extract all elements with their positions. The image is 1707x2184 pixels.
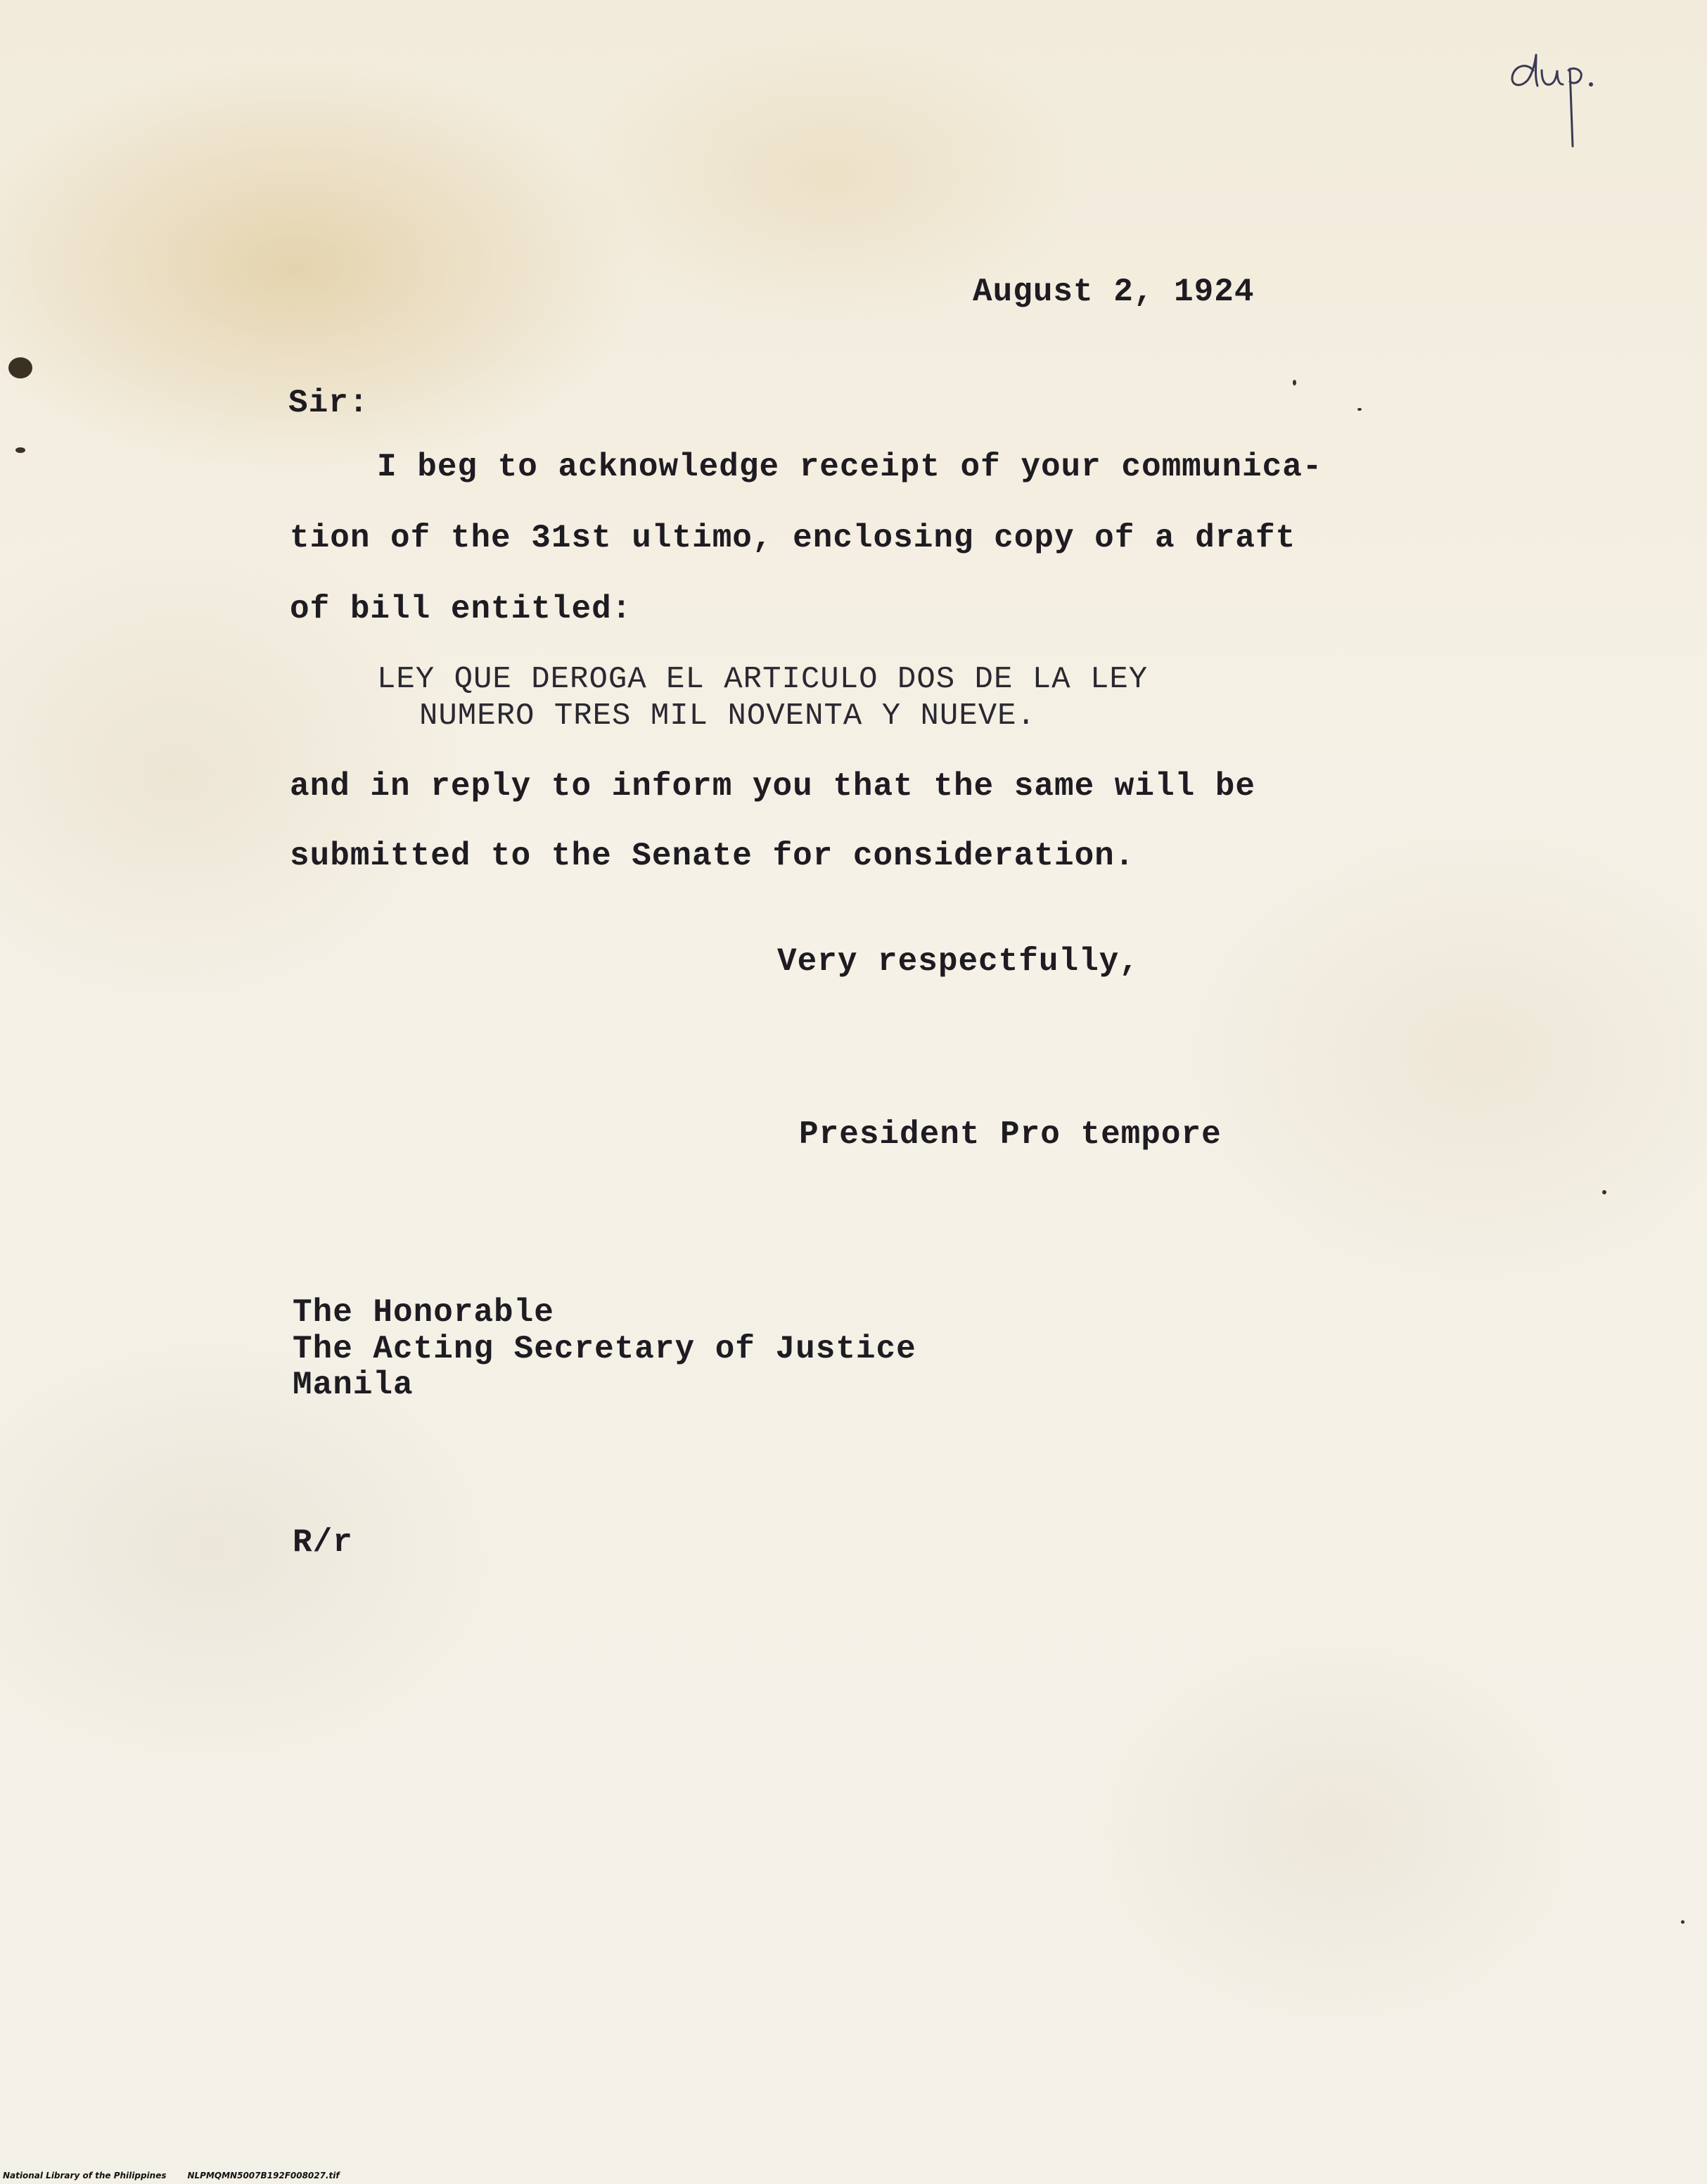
paper-spot [1293,380,1296,385]
body-line: tion of the 31st ultimo, enclosing copy of a draft [290,520,1296,556]
handwritten-annotation-dup [1505,49,1646,155]
reference-initials: R/r [293,1524,353,1561]
signatory-title: President Pro tempore [799,1116,1222,1153]
footer-institution: National Library of the Philippines [3,2171,167,2180]
footer-file-code: NLPMQMN5007B192F008027.tif [187,2171,340,2180]
bill-title-line: LEY QUE DEROGA EL ARTICULO DOS DE LA LEY [377,662,1149,697]
footer-caption [3,2171,340,2180]
addressee-line: The Acting Secretary of Justice [293,1331,916,1367]
paper-spot [15,447,25,453]
paper-spot [1357,408,1362,411]
addressee-line: The Honorable [293,1294,554,1331]
paper-spot [1681,1920,1684,1924]
paper-spot [8,357,32,378]
bill-title-line: NUMERO TRES MIL NOVENTA Y NUEVE. [419,698,1036,734]
reply-line: submitted to the Senate for consideration. [290,838,1135,874]
addressee-line: Manila [293,1367,414,1403]
salutation: Sir: [288,385,369,421]
body-line: of bill entitled: [290,591,632,627]
body-line: I beg to acknowledge receipt of your communica- [377,449,1323,485]
letter-date: August 2, 1924 [973,274,1255,310]
reply-line: and in reply to inform you that the same will be [290,768,1256,805]
paper-spot [1602,1190,1606,1194]
closing: Very respectfully, [777,943,1139,980]
